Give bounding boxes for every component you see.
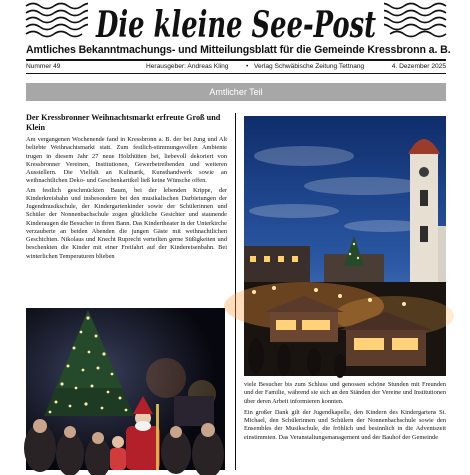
separator-dot: • [246,63,249,70]
issue-number: Nummer 49 [26,63,61,70]
article-left-column [26,113,227,261]
article-paragraph: Ein großer Dank gilt der Jugendkapelle, den Kindern des Kindergartens St. Michael, den Schülerinnen und Schülern der Nonnenbachschule sowie den Ensembles der Musikschule, die fröhlich und besinnlich in die Adventszeit einstimmten. Das Veranstaltungsmanagement und der Bauhof der Gemeinde [244,408,446,441]
publishing-house: Verlag Schwäbische Zeitung Tettnang [254,63,365,70]
issue-date: 4. Dezember 2025 [391,63,446,70]
section-header: Amtlicher Teil [26,83,446,101]
christmas-tree-photo [26,308,225,470]
header-rule [26,59,446,61]
article-headline: Der Kressbronner Weihnachtsmarkt erfreute Groß und Klein [26,113,221,132]
christmas-market-photo [244,116,446,376]
article-paragraph: Am vergangenen Wochenende fand in Kressbronn a. B. der bei Jung und Alt beliebte Weihnachtsmarkt statt. Zum festlich-stimmungsvollen Ambiente trugen in diesem Jahr 27 neue Holzhütten bei, liebevoll dekoriert von Kressbronner Vereinen, Institutionen, Gewerbetreibenden und weiteren Ausstellern. Die Vielfalt an Kulinarik, Kunsthandwerk sowie an weihnachtlichen Deko- und Geschenkartikel ließ keine Wünsche offen. [26,136,227,185]
masthead-title: Die kleine See-Post [95,4,377,46]
column-divider [235,113,236,470]
article-paragraph: Am festlich geschmückten Baum, bei der lebenden Krippe, der Kinderkreisbahn und insbesondere bei den musikalischen Darbietungen der Jugendmusikschule, der Kindergartenkinder sowie der Schülerinnen und Schüler der Nonnenbachschule zogen glückliche Gesichter und staunende Kinderaugen die Besucher in ihren Bann. Das Kindertheater in der Unterkirche verzauberte an beiden Abenden die jungen Gäste mit weihnachtlichen Geschichten. Nikolaus und Knecht Ruprecht verteilten gerne Süßigkeiten und beschenkten die Kinder mit einer Freifahrt auf der Kindereisenbahn. Bei winterlichen Temperaturen blieben [26,186,227,260]
masthead [26,0,446,44]
masthead-logo [26,0,446,44]
masthead-subtitle: Amtliches Bekanntmachungs- und Mitteilungsblatt für die Gemeinde Kressbronn a. B. [26,44,451,56]
article-right-column [244,381,446,442]
article-paragraph: viele Besucher bis zum Schluss und genossen schöne Stunden mit Freunden und der Familie, während sie sich an den Ständen der Vereine und Institutionen über deren Arbeit informieren konnten. [244,381,446,405]
info-rule [26,73,446,74]
issue-info-bar [26,62,446,72]
publisher: Herausgeber: Andreas Kling [146,63,229,70]
